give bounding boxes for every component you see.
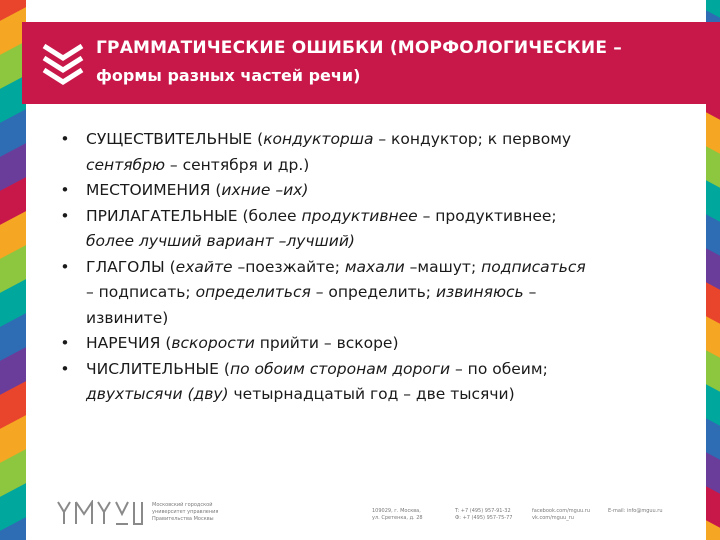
list-item-line — [86, 229, 698, 255]
list-text: – определить; — [310, 283, 436, 301]
example-text: сентябрю — [86, 155, 165, 174]
example-text: извиняюсь — [435, 283, 524, 301]
example-text: по обоим сторонам дороги — [229, 359, 451, 378]
example-text: более лучший вариант –лучший) — [86, 232, 355, 250]
list-text: ГЛАГОЛЫ ( — [86, 257, 176, 276]
bullet-list — [58, 127, 698, 408]
list-text: МЕСТОИМЕНИЯ ( — [86, 181, 222, 199]
example-text: ехайте — [175, 257, 233, 276]
footer-email[interactable]: E-mail: info@mguu.ru — [608, 508, 663, 514]
list-text: – — [523, 283, 537, 301]
list-text: СУЩЕСТВИТЕЛЬНЫЕ ( — [86, 130, 264, 148]
list-item-line — [86, 204, 698, 230]
example-text: двухтысячи (дву) — [86, 385, 229, 403]
example-text: продуктивнее — [301, 206, 418, 225]
chevron-down-icon — [40, 40, 86, 86]
footer — [0, 492, 720, 540]
title-banner — [22, 22, 720, 104]
list-item-line — [86, 255, 698, 281]
list-text: ЧИСЛИТЕЛЬНЫЕ ( — [86, 359, 230, 378]
bullet-marker: • — [60, 257, 70, 276]
example-text: вскорости — [171, 334, 255, 352]
list-item-line — [86, 357, 698, 383]
university-logo-icon — [56, 500, 144, 526]
list-item-line — [86, 306, 698, 332]
list-item-line — [86, 280, 698, 306]
footer-address: 109029, г. Москва, ул. Сретенка, д. 28 — [372, 508, 423, 521]
list-text: – продуктивнее; — [417, 206, 557, 225]
footer-org: Московский городской университет управления Правительства Москвы — [152, 502, 219, 522]
slide-subtitle: формы разных частей речи) — [96, 66, 361, 85]
list-text: – сентября и др.) — [165, 155, 310, 174]
bullet-marker: • — [60, 130, 70, 148]
example-text: ихние –их) — [221, 181, 309, 199]
bullet-marker: • — [60, 206, 70, 225]
list-text: – по обеим; — [450, 359, 548, 378]
list-text: – кондуктор; к первому — [373, 130, 572, 148]
list-item-line — [86, 331, 698, 357]
slide-title: ГРАММАТИЧЕСКИЕ ОШИБКИ (МОРФОЛОГИЧЕСКИЕ – — [96, 38, 622, 58]
list-text: извините) — [86, 308, 169, 327]
example-text: определиться — [195, 283, 311, 301]
list-text: ПРИЛАГАТЕЛЬНЫЕ (более — [86, 206, 302, 225]
bullet-marker: • — [60, 181, 70, 199]
footer-phones: T: +7 (495) 957-91-32 Ф: +7 (495) 957-75-77 — [455, 508, 513, 521]
footer-social: facebook.com/mguu.ru vk.com/mguu_ru — [532, 508, 590, 521]
list-text: прийти – вскоре) — [254, 334, 399, 352]
list-item-line — [86, 382, 698, 408]
list-item-line — [86, 127, 698, 153]
list-item-line — [86, 178, 698, 204]
bullet-marker: • — [60, 359, 70, 378]
example-text: кондукторша — [263, 130, 374, 148]
list-text: НАРЕЧИЯ ( — [86, 334, 172, 352]
list-text: –поезжайте; — [232, 257, 345, 276]
list-item-line — [86, 153, 698, 179]
list-item — [58, 127, 698, 178]
list-item — [58, 255, 698, 332]
bullet-marker: • — [60, 334, 70, 352]
list-item — [58, 357, 698, 408]
list-item — [58, 178, 698, 204]
list-text: – подписать; — [86, 283, 196, 301]
list-text: –машут; — [404, 257, 482, 276]
example-text: подписаться — [481, 257, 586, 276]
list-item — [58, 204, 698, 255]
list-item — [58, 331, 698, 357]
list-text: четырнадцатый год – две тысячи) — [228, 385, 515, 403]
example-text: махали — [344, 257, 405, 276]
